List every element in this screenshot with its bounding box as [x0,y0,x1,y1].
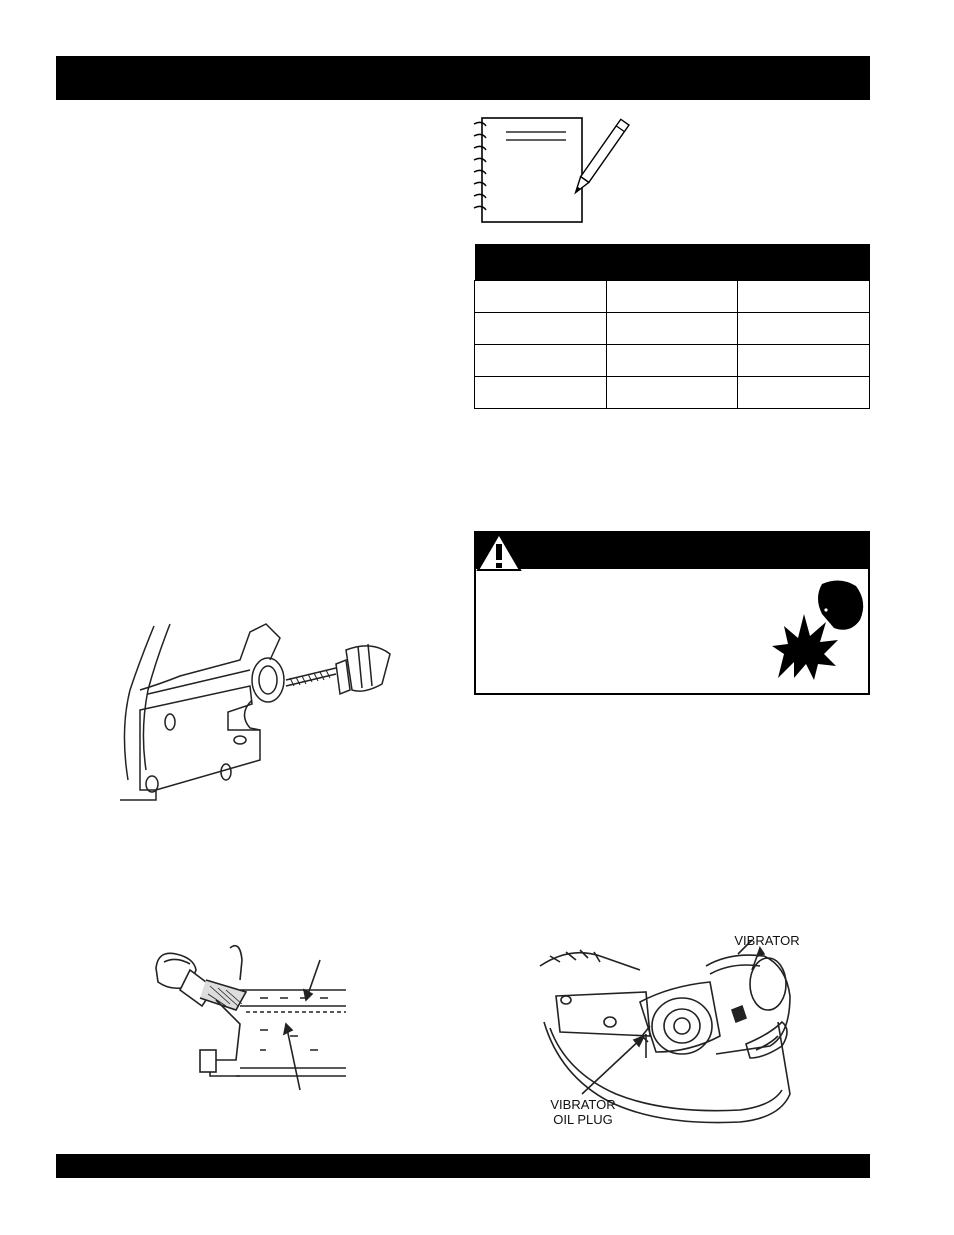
footer-bar [56,1154,870,1178]
warning-triangle-icon [476,532,522,572]
engine-oil-plug-figure [100,620,396,810]
explosion-icon [770,574,868,684]
warning-header [476,533,868,569]
table-row [475,345,870,377]
oil-specification-table [474,244,870,409]
vibrator-oil-plug-label [528,1097,638,1127]
table-row [475,313,870,345]
table-row [475,377,870,409]
vibrator-label: VIBRATOR [734,933,800,948]
vibrator-oil-plug-label-line1: VIBRATOR [550,1097,616,1112]
table-header [475,244,870,281]
header-bar [56,56,870,100]
notebook-pencil-icon [470,112,656,228]
oil-level-figure [150,940,350,1092]
table-row [475,281,870,313]
vibrator-oil-plug-label-line2: OIL PLUG [553,1112,613,1127]
